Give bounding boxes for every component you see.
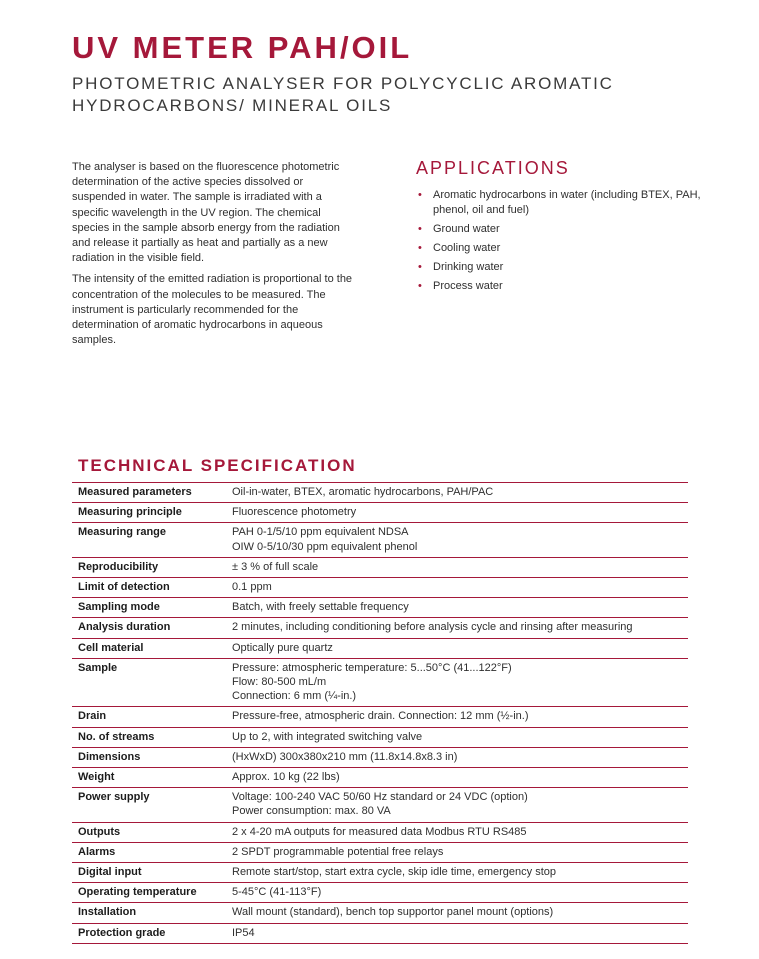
intro-paragraph: The analyser is based on the fluorescence photometric determination of the active species dissolved or suspended in water. The sample is irradiated with a specific wavelength in the UV region. The chemical species in the sample absorb energy from the radiation and release it partially as heat and partially as a new radiation in the visible field.	[72, 161, 340, 265]
spec-value	[231, 842, 688, 862]
list-item	[416, 188, 716, 218]
spec-value-line: Fluorescence photometry	[232, 506, 357, 519]
spec-value-line: 2 x 4-20 mA outputs for measured data Modbus RTU RS485	[232, 825, 527, 838]
spec-value	[231, 598, 688, 618]
spec-value-line: Pressure: atmospheric temperature: 5...50°C (41...122°F)	[232, 661, 512, 674]
applications-heading: APPLICATIONS	[416, 158, 570, 178]
spec-value	[231, 483, 688, 503]
bullet-icon: •	[418, 280, 422, 292]
table-row	[72, 658, 688, 707]
spec-label: Alarms	[78, 845, 116, 858]
spec-value	[231, 822, 688, 842]
technical-specification-heading: TECHNICAL SPECIFICATION	[78, 456, 357, 475]
spec-label: Drain	[78, 710, 107, 723]
list-item	[416, 260, 716, 275]
spec-label: No. of streams	[78, 730, 155, 743]
application-text: Aromatic hydrocarbons in water (including BTEX, PAH, phenol, oil and fuel)	[433, 189, 701, 216]
page-subtitle: PHOTOMETRIC ANALYSER FOR POLYCYCLIC AROMATIC HYDROCARBONS/ MINERAL OILS	[72, 74, 614, 115]
spec-label: Measuring range	[78, 526, 167, 539]
list-item	[416, 241, 716, 256]
spec-value-line: Wall mount (standard), bench top supportor panel mount (options)	[232, 906, 554, 919]
spec-label: Power supply	[78, 791, 150, 804]
intro-text	[72, 160, 357, 354]
spec-label: Measuring principle	[78, 506, 182, 519]
spec-value	[231, 638, 688, 658]
spec-label: Operating temperature	[78, 886, 197, 899]
spec-value	[231, 707, 688, 727]
spec-value-line: Up to 2, with integrated switching valve	[232, 730, 423, 743]
spec-label: Sample	[78, 661, 118, 674]
spec-value	[231, 883, 688, 903]
spec-value	[231, 578, 688, 598]
spec-label: Weight	[78, 771, 115, 784]
bullet-icon: •	[418, 242, 422, 254]
page-title: UV METER PAH/OIL	[72, 30, 413, 65]
spec-label: Installation	[78, 906, 137, 919]
spec-value-line: Voltage: 100-240 VAC 50/60 Hz standard or 24 VDC (option)	[232, 791, 528, 804]
spec-value-line: 0.1 ppm	[232, 581, 272, 594]
table-row	[72, 842, 688, 862]
spec-table-body	[72, 483, 688, 944]
spec-value-line: 2 minutes, including conditioning before analysis cycle and rinsing after measuring	[232, 621, 633, 634]
table-row	[72, 598, 688, 618]
spec-value-line: Flow: 80-500 mL/m	[232, 676, 327, 689]
application-text: Process water	[433, 280, 503, 292]
table-row	[72, 578, 688, 598]
table-row	[72, 863, 688, 883]
spec-value	[231, 788, 688, 822]
bullet-icon: •	[418, 261, 422, 273]
table-row	[72, 523, 688, 557]
spec-value-line: Connection: 6 mm (¼-in.)	[232, 690, 357, 703]
spec-label: Cell material	[78, 641, 144, 654]
table-row	[72, 747, 688, 767]
spec-value	[231, 557, 688, 577]
table-row	[72, 638, 688, 658]
spec-value	[231, 863, 688, 883]
table-row	[72, 788, 688, 822]
spec-value-line: Approx. 10 kg (22 lbs)	[232, 771, 340, 784]
application-text: Cooling water	[433, 242, 501, 254]
bullet-icon: •	[418, 189, 422, 201]
spec-value	[231, 503, 688, 523]
spec-value-line: Remote start/stop, start extra cycle, skip idle time, emergency stop	[232, 866, 557, 879]
spec-label: Digital input	[78, 866, 142, 879]
table-row	[72, 707, 688, 727]
spec-value-line: ± 3 % of full scale	[232, 560, 319, 573]
spec-value-line: 2 SPDT programmable potential free relays	[232, 845, 444, 858]
table-row	[72, 557, 688, 577]
table-row	[72, 727, 688, 747]
bullet-icon: •	[418, 223, 422, 235]
spec-value-line: (HxWxD) 300x380x210 mm (11.8x14.8x8.3 in)	[232, 750, 458, 763]
table-row	[72, 883, 688, 903]
spec-label: Reproducibility	[78, 560, 159, 573]
applications-section	[416, 158, 716, 298]
spec-value	[231, 747, 688, 767]
spec-value	[231, 923, 688, 943]
spec-value-line: 5-45°C (41-113°F)	[232, 886, 322, 899]
spec-value-line: Power consumption: max. 80 VA	[232, 805, 391, 818]
spec-value-line: Pressure-free, atmospheric drain. Connection: 12 mm (½-in.)	[232, 710, 529, 723]
spec-value	[231, 618, 688, 638]
spec-label: Measured parameters	[78, 486, 192, 498]
spec-value-line: Oil-in-water, BTEX, aromatic hydrocarbons, PAH/PAC	[232, 486, 494, 498]
spec-value-line: OIW 0-5/10/30 ppm equivalent phenol	[232, 540, 418, 553]
application-text: Drinking water	[433, 261, 504, 273]
spec-value	[231, 768, 688, 788]
spec-label: Analysis duration	[78, 621, 171, 634]
table-row	[72, 483, 688, 503]
table-row	[72, 923, 688, 943]
table-row	[72, 503, 688, 523]
spec-value	[231, 727, 688, 747]
table-row	[72, 768, 688, 788]
spec-value	[231, 523, 688, 557]
spec-label: Dimensions	[78, 750, 141, 763]
list-item	[416, 279, 716, 294]
spec-label: Sampling mode	[78, 601, 160, 614]
spec-value	[231, 658, 688, 707]
spec-label: Outputs	[78, 825, 121, 838]
spec-value-line: Optically pure quartz	[232, 641, 333, 654]
table-row	[72, 618, 688, 638]
list-item	[416, 222, 716, 237]
spec-value	[231, 903, 688, 923]
spec-label: Limit of detection	[78, 581, 170, 594]
spec-value-line: IP54	[232, 926, 255, 939]
applications-list	[416, 188, 716, 294]
table-row	[72, 822, 688, 842]
intro-paragraph: The intensity of the emitted radiation is proportional to the concentration of the molecules to be measured. The instrument is particularly recommended for the determination of aromatic hydrocarbons in aqueous samples.	[72, 273, 353, 347]
spec-table	[72, 482, 688, 944]
table-row	[72, 903, 688, 923]
application-text: Ground water	[433, 223, 500, 235]
spec-label: Protection grade	[78, 926, 166, 939]
spec-value-line: PAH 0-1/5/10 ppm equivalent NDSA	[232, 526, 409, 539]
spec-value-line: Batch, with freely settable frequency	[232, 601, 409, 614]
